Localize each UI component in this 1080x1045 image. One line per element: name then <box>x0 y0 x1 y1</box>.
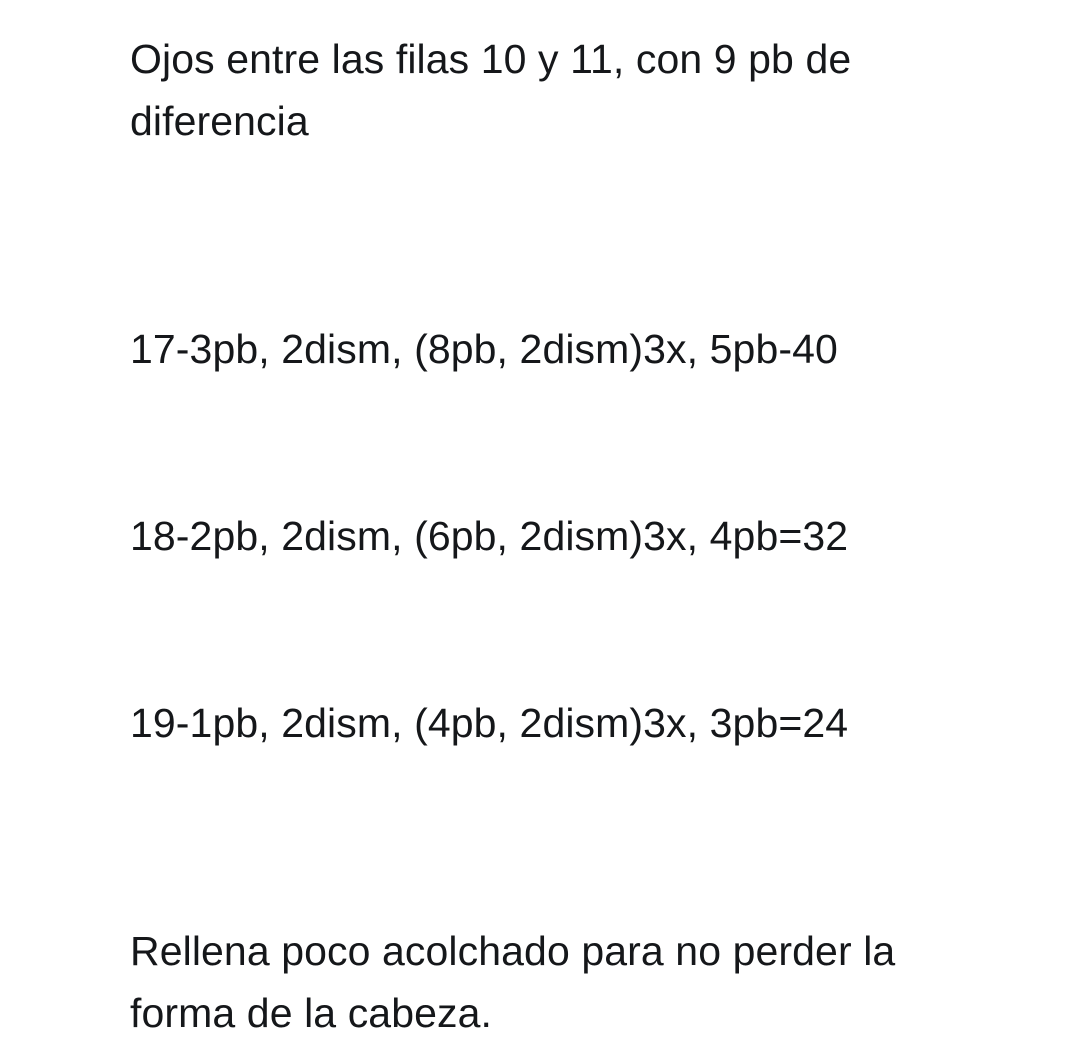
row-instruction-line-18: 18-2pb, 2dism, (6pb, 2dism)3x, 4pb=32 <box>130 513 849 560</box>
stuffing-note-paragraph: Rellena poco acolchado para no perder la forma de la cabeza. <box>130 928 907 1037</box>
rows-instructions-paragraph <box>130 194 960 879</box>
row-instruction-line-19: 19-1pb, 2dism, (4pb, 2dism)3x, 3pb=24 <box>130 700 849 747</box>
eyes-note-paragraph: Ojos entre las filas 10 y 11, con 9 pb de diferencia <box>130 36 863 145</box>
row-instruction-line-17: 17-3pb, 2dism, (8pb, 2dism)3x, 5pb-40 <box>130 326 838 373</box>
